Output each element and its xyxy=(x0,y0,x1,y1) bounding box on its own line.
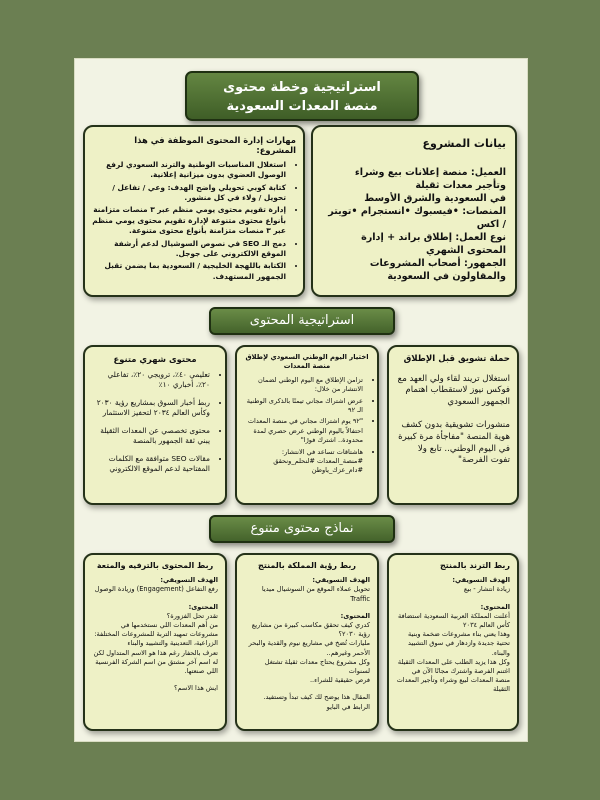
skills-item: • دمج الـ SEO في نصوص السوشيال لدعم أرشفة الموقع الالكتروني على جوجل. xyxy=(92,239,286,260)
main-title-line-2: منصة المعدات السعودية xyxy=(226,99,378,114)
example-goal-label: الهدف التسويقي: xyxy=(160,576,218,585)
project-audience: الجمهور: أصحاب المشروعات والمقاولون في السعودية xyxy=(369,258,506,282)
example-heading: ربط المحتوى بالترفيه والمتعة xyxy=(96,561,214,570)
example-heading: ربط رؤية المملكة بالمنتج xyxy=(258,561,356,570)
skills-item: • استغلال المناسبات الوطنية والترند السعودي لرفع الوصول العضوي بدون ميزانية إعلانية. xyxy=(92,160,286,181)
skills-box xyxy=(83,125,305,297)
monthly-content-box xyxy=(83,345,227,505)
example-heading: ربط الترند بالمنتج xyxy=(439,561,510,570)
skills-item: • الكتابة باللهجة الخليجية / السعودية بما يضمن تقبل الجمهور المستهدف. xyxy=(92,261,286,282)
skills-list xyxy=(92,160,296,282)
skills-item: • إدارة تقويم محتوى يومي منظم عبر ٣ منصات متزامنة بأنواع محتوى متنوعة لإدارة تقويم محتوى يومي منظم عبر ٣ منصات متزامنة بأنواع محتوى متنوعة. xyxy=(92,205,286,236)
example-content xyxy=(396,612,510,695)
project-work-type: نوع العمل: إطلاق براند + إدارة المحتوى الشهري xyxy=(361,232,506,256)
section-title-examples: نماذج محتوى متنوع xyxy=(209,515,395,543)
main-title-line-1: استراتيجية وخطة محتوى xyxy=(223,80,381,95)
project-client: العميل: منصة إعلانات بيع وشراء وتأجير معدات ثقيلة xyxy=(354,167,506,191)
example-goal: رفع التفاعل (Engagement) وزيادة الوصول xyxy=(94,585,218,594)
national-day-item: • عرض اشتراك مجاني تيمنًا بالذكرى الوطنية الـ ٩٢ xyxy=(243,397,363,416)
project-info-heading: بيانات المشروع xyxy=(422,137,506,150)
project-info-box xyxy=(311,125,517,297)
example-line: أعلنت المملكة العربية السعودية استضافة كأس العالم ٢٠٣٤ xyxy=(397,611,510,630)
example-content xyxy=(92,612,218,694)
example-line: ايش هذا الاسم؟ xyxy=(173,684,218,693)
example-content-label: المحتوى: xyxy=(340,611,370,620)
example-line: فرص حقيقية للشراء.. xyxy=(309,676,370,685)
national-day-item: • هاشتاقات تساعد في الانتشار: #منصة_المعدات #لنحلم_ونحقق #دام_عزك_ياوطن xyxy=(243,448,363,476)
monthly-item: • مقالات SEO متوافقة مع الكلمات المفتاحية لدعم الموقع الالكتروني xyxy=(92,454,210,474)
example-goal: زيادة انتشار - بيع xyxy=(463,585,510,594)
example-goal: تحويل عملاء الموقع من السوشيال ميديا Traffic xyxy=(261,585,370,603)
example-line: وهذا يعني بناء مشروعات ضخمة وبنية تحتية جديدة وازدهار في سوق التشييد والبناء. xyxy=(407,630,510,657)
example-content xyxy=(244,621,370,712)
example-content-label: المحتوى: xyxy=(188,602,218,611)
national-day-heading: اختيار اليوم الوطني السعودي لإطلاق منصة المعدات xyxy=(245,353,369,371)
example-line: تقدر تحل الفزورة؟ xyxy=(166,611,218,620)
page-sheet xyxy=(74,58,528,742)
example-goal-label: الهدف التسويقي: xyxy=(452,576,510,585)
prelaunch-text-2: منشورات تشويقية بدون كشف هوية المنصة "مفاجأة مرة كبيرة في اليوم الوطني.. تابع ولا تفوت الفرصة" xyxy=(398,420,510,466)
example-card-trend xyxy=(387,553,519,731)
example-line: من أهم المعدات اللي نستخدمها في مشروعات تمهيد التربة للمشروعات المختلفة: الزراعية، التعدينية والتشييد والبناء xyxy=(94,621,218,648)
national-day-item: • "٩٢ يوم اشتراك مجاني في منصة المعدات احتفالاً باليوم الوطني عرض حصري لمدة محدودة.. اشترك فورًا" xyxy=(243,417,363,445)
prelaunch-box xyxy=(387,345,519,505)
skills-heading: مهارات إدارة المحتوى الموظفة في هذا المشروع: xyxy=(134,135,296,156)
national-day-list xyxy=(243,376,371,476)
project-region: في السعودية والشرق الأوسط xyxy=(364,193,506,204)
example-line: تعرف بالحفار رغم هذا هو الاسم المتداول لكن له اسم آخر مشتق من اسم الشركة الفرنسية اللي صنعتها. xyxy=(93,648,218,676)
example-line: وكل مشروع يحتاج معدات ثقيلة تشتغل لسنوات xyxy=(264,657,370,676)
example-content-label: المحتوى: xyxy=(480,602,510,611)
example-line: المقال هذا يوضح لك كيف تبدأ وتستفيد. الرابط في البايو xyxy=(263,693,370,711)
monthly-list xyxy=(92,370,218,474)
monthly-heading: محتوى شهري متنوع xyxy=(113,354,197,364)
example-line: كدري كيف تحقق مكاسب كبيرة من مشاريع رؤية ٢٠٣٠؟ xyxy=(251,621,370,639)
main-title-banner xyxy=(185,71,419,121)
example-card-entertainment xyxy=(83,553,227,731)
monthly-item: • ربط أخبار السوق بمشاريع رؤية ٢٠٣٠ وكأس العالم ٢٠٣٤ لتحفيز الاستثمار xyxy=(92,398,210,418)
example-line: مليارات تُضخ في مشاريع نيوم والقدية والبحر الأحمر وغيرهم.. xyxy=(248,639,370,657)
example-goal-label: الهدف التسويقي: xyxy=(312,576,370,585)
project-platforms: المنصات: •فيسبوك •انستجرام •تويتر / اكس xyxy=(328,206,506,230)
national-day-item: • تزامن الإطلاق مع اليوم الوطني لضمان الانتشار من خلال: xyxy=(243,376,363,395)
monthly-item: • محتوى تخصصي عن المعدات الثقيلة يبني ثقة الجمهور بالمنصة xyxy=(92,426,210,446)
example-card-vision xyxy=(235,553,379,731)
example-line: وكل هذا يزيد الطلب على المعدات الثقيلة xyxy=(397,657,510,666)
monthly-item: • تعليمي ٤٠٪، ترويجي ٢٠٪، تفاعلي ٢٠٪، أخباري ١٠٪ xyxy=(92,370,210,390)
prelaunch-text-1: استغلال تريند لقاء ولي العهد مع فوكس نيوز لاستقطاب اهتمام الجمهور السعودي xyxy=(397,373,510,407)
skills-item: • كتابة كوبي تحويلي واضح الهدف: وعي / تفاعل / تحويل / ولاء في كل منشور. xyxy=(92,183,286,204)
national-day-box xyxy=(235,345,379,505)
example-line: اغتنم الفرصة واشترك مجانًا الآن في منصة المعدات لبيع وشراء وتأجير المعدات الثقيلة xyxy=(396,667,510,694)
section-title-strategy: استراتيجية المحتوى xyxy=(209,307,395,335)
prelaunch-heading: حملة تشويق قبل الإطلاق xyxy=(403,354,510,364)
